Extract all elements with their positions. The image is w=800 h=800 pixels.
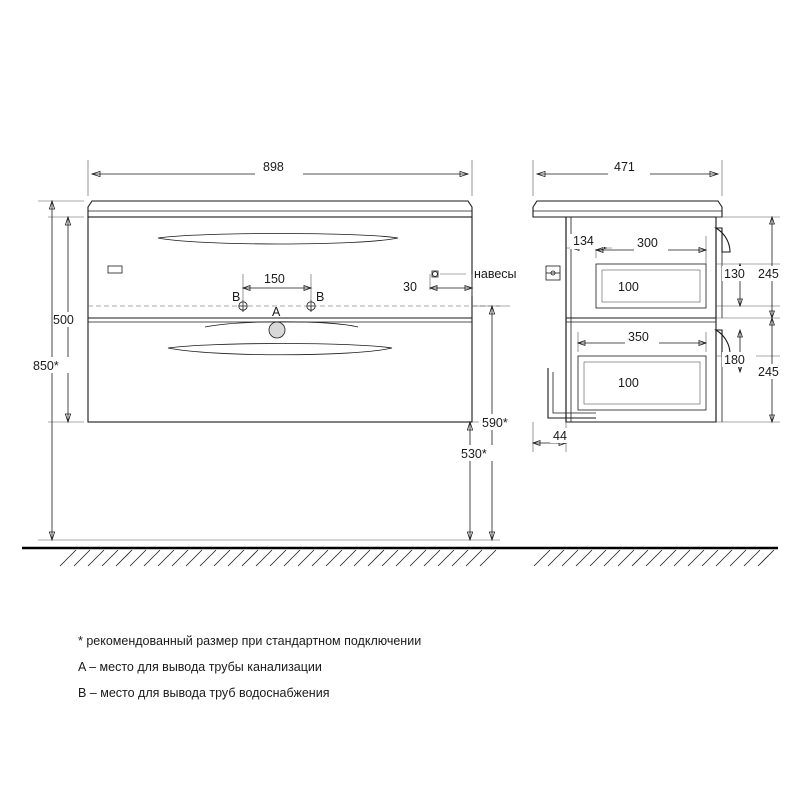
dim-590-label: 590* [482, 416, 508, 430]
ground-hatching-left [60, 550, 496, 566]
legend-block [78, 628, 598, 706]
dim-height-850 [30, 201, 74, 540]
side-countertop [533, 201, 722, 217]
dim-500-label: 500 [53, 313, 74, 327]
dim-245-top [756, 217, 792, 318]
side-lower-door-profile [716, 330, 730, 354]
dim-350-label: 350 [628, 330, 649, 344]
dim-width-898 [92, 160, 468, 178]
dim-245-top-label: 245 [758, 267, 779, 281]
dim-134 [570, 234, 606, 250]
side-view-group [533, 160, 792, 452]
legend-line-2: A – место для вывода трубы канализации [78, 660, 322, 674]
dim-245-bottom-label: 245 [758, 365, 779, 379]
front-drain-circle [269, 322, 285, 338]
side-upper-door-profile [716, 228, 730, 252]
dim-530-label: 530* [461, 447, 487, 461]
dim-180 [722, 330, 756, 372]
ground-hatching-right [534, 550, 774, 566]
ground-line-group [22, 548, 778, 566]
front-view-group [30, 160, 521, 540]
dim-100-lower-label: 100 [618, 376, 639, 390]
legend-line-3: B – место для вывода труб водоснабжения [78, 686, 330, 700]
front-countertop [88, 201, 472, 217]
dim-898-label: 898 [263, 160, 284, 174]
dim-130-label: 130 [724, 267, 745, 281]
dim-300-label: 300 [637, 236, 658, 250]
dim-471-label: 471 [614, 160, 635, 174]
dim-100-upper-label: 100 [618, 280, 639, 294]
dim-44-label: 44 [553, 429, 567, 443]
dim-130 [722, 264, 756, 306]
dim-530 [458, 422, 502, 540]
dim-height-500 [48, 217, 86, 422]
dim-590 [479, 306, 521, 540]
dim-30-label: 30 [403, 280, 417, 294]
legend-line-1: * рекомендованный размер при стандартном подключении [78, 634, 422, 648]
dim-44 [533, 428, 578, 445]
callout-navesy: навесы [474, 267, 517, 281]
dim-depth-471 [537, 160, 718, 178]
dim-245-bottom [756, 318, 792, 422]
dim-180-label: 180 [724, 353, 745, 367]
dim-150-label: 150 [264, 272, 285, 286]
front-cabinet-body [88, 217, 472, 422]
marker-a-drain: A [272, 305, 281, 319]
marker-b-right: B [316, 290, 325, 304]
dim-134-label: 134 [573, 234, 594, 248]
dim-850-label: 850* [33, 359, 59, 373]
marker-b-left: B [232, 290, 241, 304]
